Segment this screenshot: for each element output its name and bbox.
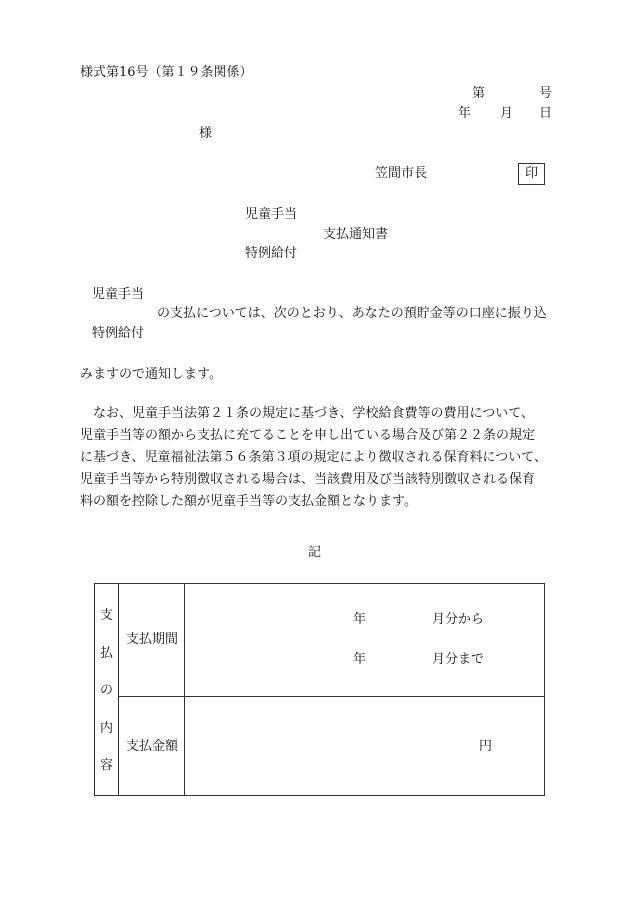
addressee-honorific: 様: [199, 126, 213, 141]
table-divider: [184, 584, 185, 795]
intro-main-text: の支払については、次のとおり、あなたの預貯金等の口座に振り込: [157, 306, 547, 321]
notice-line: なお、児童手当法第２１条の規定に基づき、学校給食費等の費用について、: [80, 406, 534, 421]
notice-line: に基づき、児童福祉法第５６条第３項の規定により徴収される保育料について、: [80, 450, 547, 465]
period-to-month: 月分まで: [432, 652, 485, 667]
title-tokurei-kyufu: 特例給付: [245, 246, 298, 261]
period-from-month: 月分から: [432, 612, 485, 627]
side-label-char: 容: [100, 758, 114, 773]
title-main: 支払通知書: [323, 227, 389, 242]
amount-label: 支払金額: [126, 739, 179, 754]
notice-line: 料の額を控除した額が児童手当等の支払金額となります。: [80, 494, 417, 509]
period-to-year: 年: [353, 652, 367, 667]
notice-line: 児童手当等の額から支払に充てることを申し出ている場合及び第２２条の規定: [80, 428, 536, 443]
intro-tokurei-kyufu: 特例給付: [92, 326, 145, 341]
intro-continuation: みますので通知します。: [80, 367, 222, 382]
side-label-char: 支: [100, 608, 114, 623]
notice-paragraph: [80, 403, 552, 513]
table-divider: [118, 584, 119, 795]
notice-line: 児童手当等から特別徴収される場合は、当該費用及び当該特別徴収される保育: [80, 472, 536, 487]
title-jidou-teate: 児童手当: [245, 207, 298, 222]
document-number-prefix: 第: [472, 86, 486, 101]
ki-heading: 記: [308, 545, 322, 560]
date-year: 年: [458, 106, 472, 121]
amount-unit: 円: [479, 739, 493, 754]
intro-jidou-teate: 児童手当: [92, 287, 145, 302]
document-number-suffix: 号: [539, 86, 553, 101]
side-label-char: 払: [100, 646, 114, 661]
date-day: 日: [539, 106, 553, 121]
issuer-mayor: 笠間市長: [375, 166, 428, 181]
period-from-year: 年: [353, 612, 367, 627]
period-label: 支払期間: [126, 632, 179, 647]
form-number: 様式第16号（第１９条関係）: [80, 65, 253, 80]
side-label-char: の: [100, 683, 114, 698]
table-divider: [118, 696, 544, 697]
seal-mark: 印: [518, 163, 545, 185]
side-label-char: 内: [100, 721, 114, 736]
payment-details-table: [94, 583, 545, 796]
date-month: 月: [500, 106, 514, 121]
